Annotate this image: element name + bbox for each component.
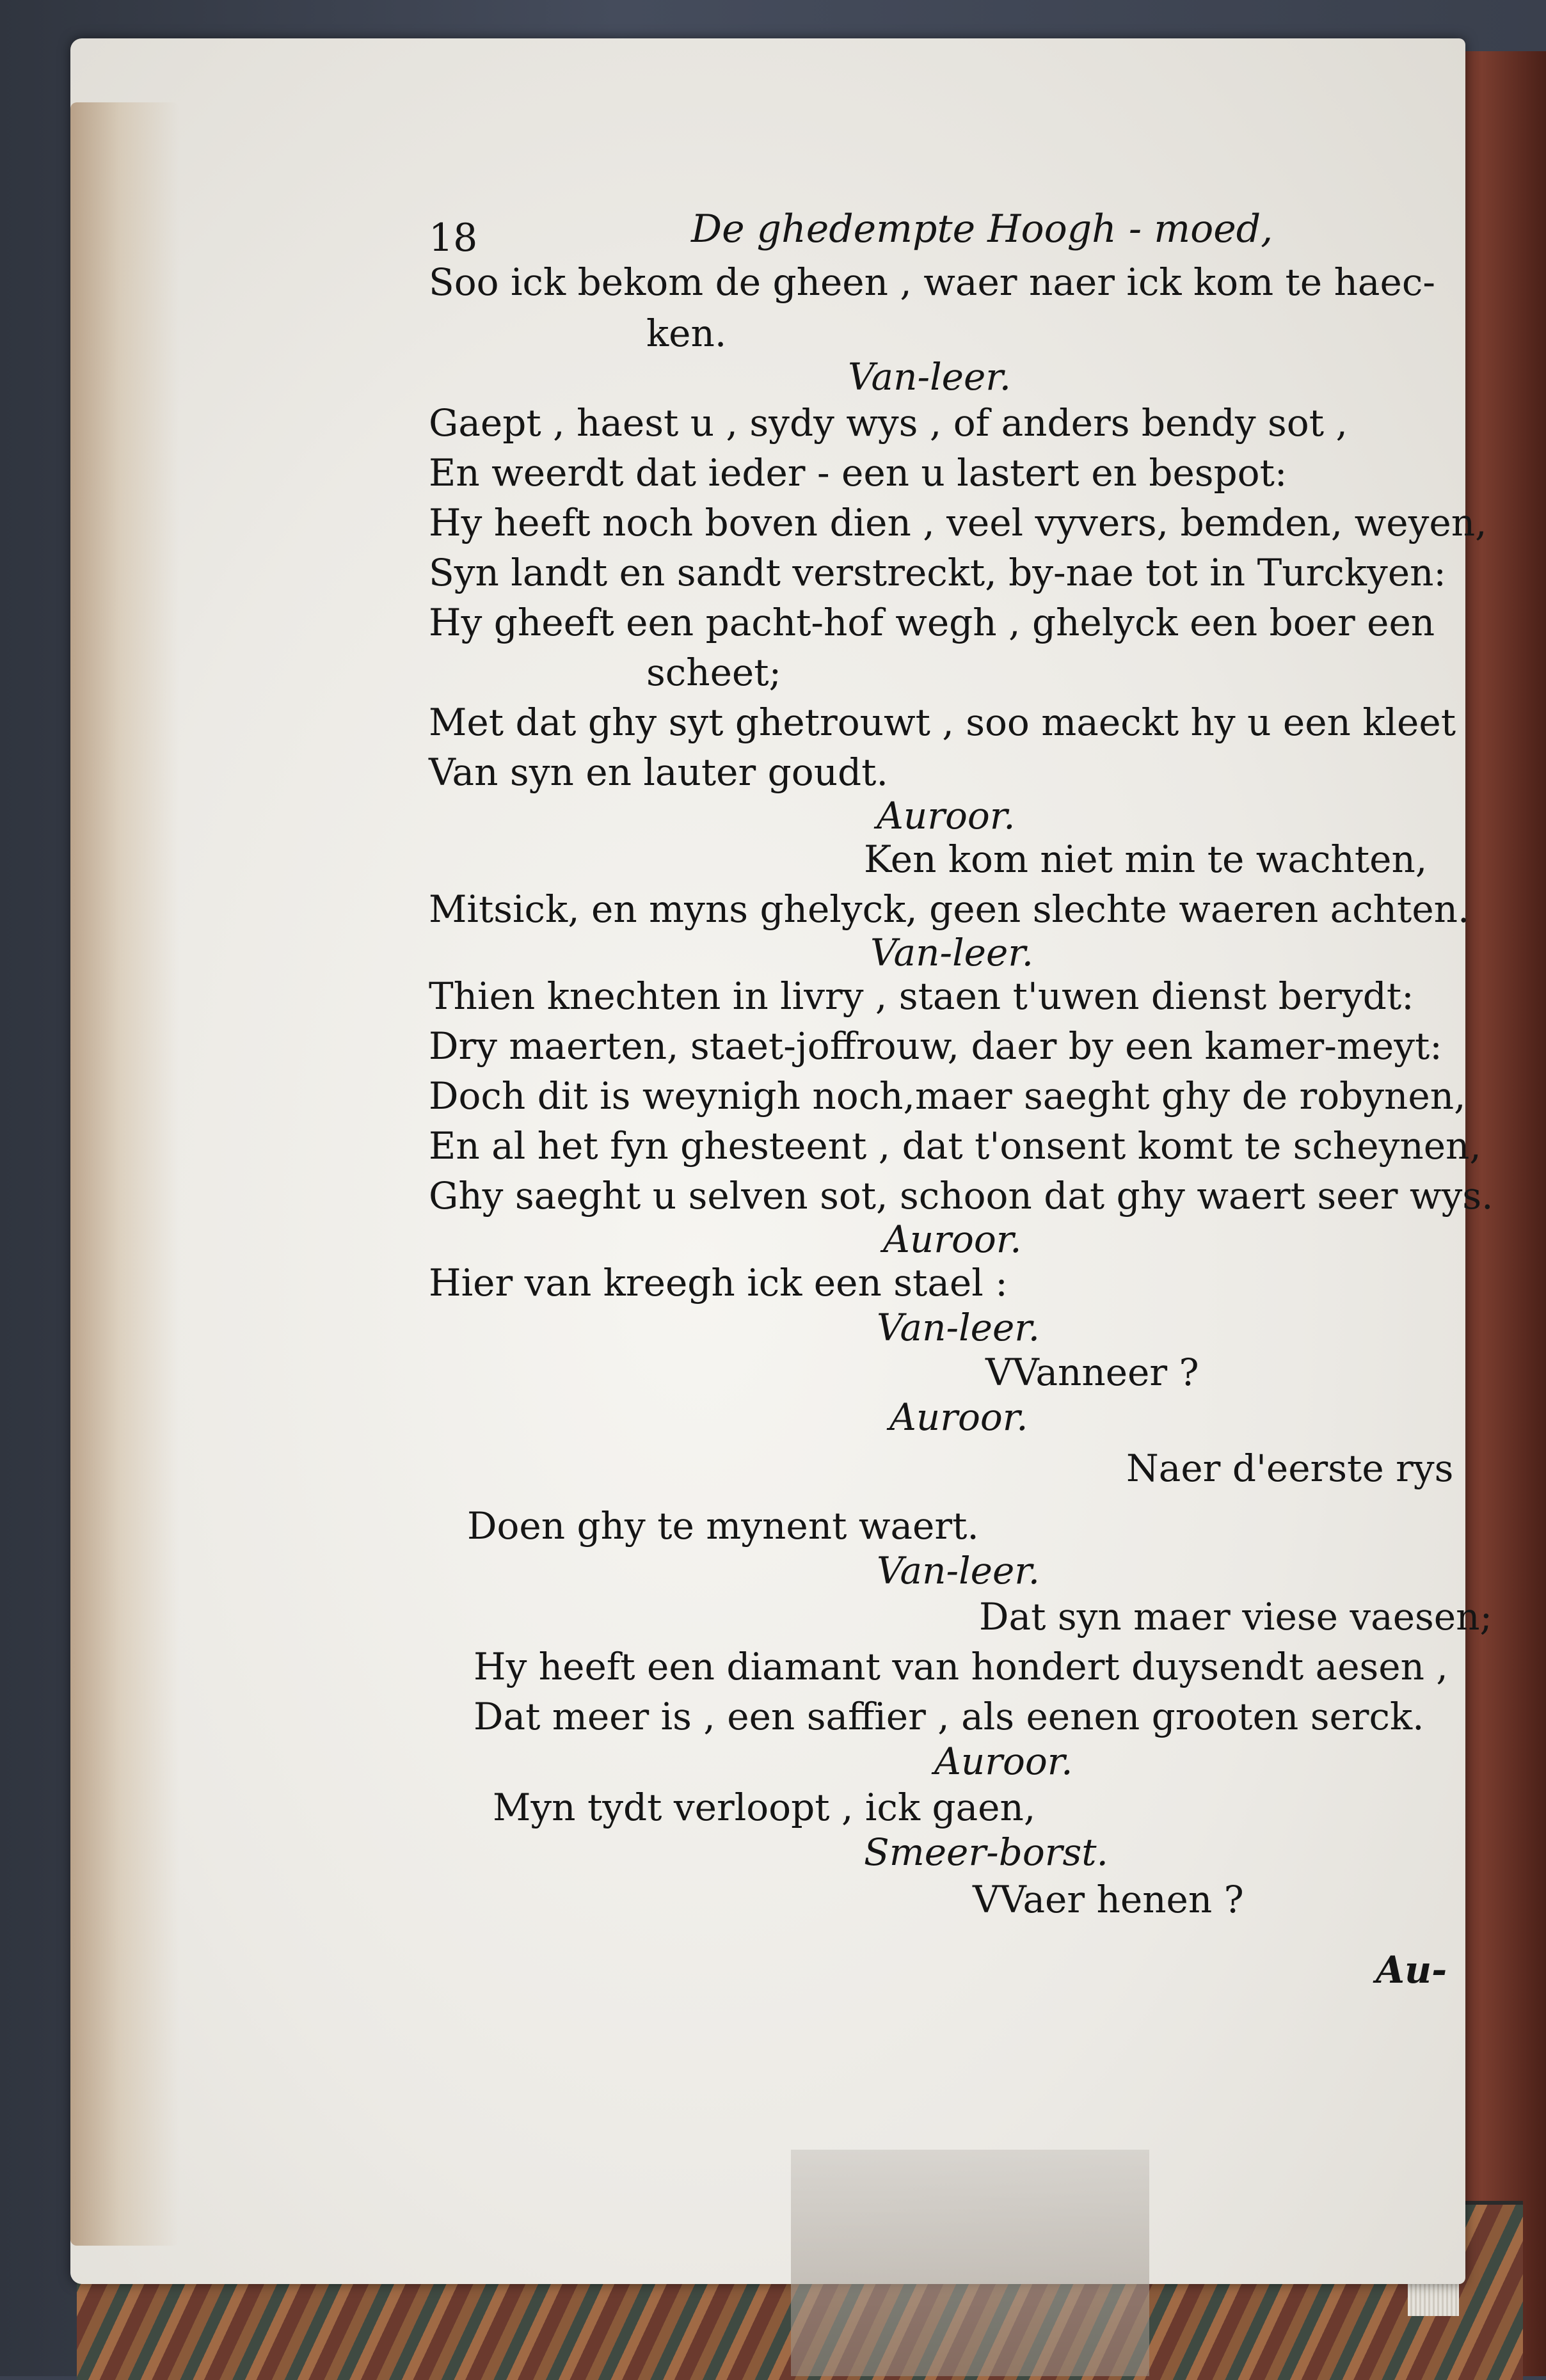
verse-line: Ghy saeght u selven sot, schoon dat ghy waert seer wys. [429, 1174, 1494, 1218]
page-number: 18 [429, 216, 478, 260]
speaker-label: Smeer-borst. [864, 1830, 1108, 1874]
verse-line: Doen ghy te mynent waert. [467, 1504, 979, 1548]
verse-line: Hy heeft noch boven dien , veel vyvers, bemden, weyen, [429, 501, 1487, 544]
speaker-label: Van-leer. [877, 1306, 1040, 1349]
crop-overlay-right [970, 2150, 1149, 2376]
speaker-label: Van-leer. [877, 1549, 1040, 1592]
verse-line: ken. [646, 312, 727, 355]
verse-line: Myn tydt verloopt , ick gaen, [493, 1786, 1036, 1829]
verse-line: VVaer henen ? [973, 1878, 1244, 1921]
verse-line: Dat syn maer viese vaesen; [979, 1595, 1493, 1638]
verse-line: VVanneer ? [985, 1351, 1199, 1394]
crop-overlay-left [791, 2150, 970, 2376]
verse-line: Ken kom niet min te wachten, [864, 837, 1428, 881]
verse-line: Dat meer is , een saffier , als eenen grooten serck. [474, 1695, 1424, 1738]
verse-line: En weerdt dat ieder - een u lastert en bespot: [429, 451, 1287, 495]
page-edge-stain [70, 102, 179, 2246]
speaker-label: Auroor. [889, 1395, 1028, 1439]
verse-line: Naer d'eerste rys [1126, 1447, 1454, 1490]
running-head: De ghedempte Hoogh - moed, [691, 207, 1273, 251]
verse-line: Syn landt en sandt verstreckt, by-nae tot in Turckyen: [429, 551, 1446, 594]
speaker-label: Auroor. [877, 794, 1016, 837]
verse-line: Dry maerten, staet-joffrouw, daer by een kamer-meyt: [429, 1024, 1442, 1068]
verse-line: Thien knechten in livry , staen t'uwen dienst berydt: [429, 974, 1414, 1018]
verse-line: Soo ick bekom de gheen , waer naer ick kom te haec- [429, 260, 1435, 304]
verse-line: Doch dit is weynigh noch,maer saeght ghy de robynen, [429, 1074, 1466, 1118]
verse-line: Met dat ghy syt ghetrouwt , soo maeckt hy u een kleet [429, 701, 1456, 744]
verse-line: Van syn en lauter goudt. [429, 750, 888, 794]
speaker-label: Van-leer. [848, 355, 1012, 399]
verse-line: En al het fyn ghesteent , dat t'onsent komt te scheynen, [429, 1124, 1481, 1168]
verse-line: Gaept , haest u , sydy wys , of anders bendy sot , [429, 401, 1348, 445]
page-text [422, 205, 1494, 1996]
verse-line: Mitsick, en myns ghelyck, geen slechte waeren achten. [429, 887, 1470, 931]
verse-line: scheet; [646, 651, 782, 694]
speaker-label: Van-leer. [870, 931, 1034, 974]
verse-line: Hy heeft een diamant van hondert duysendt aesen , [474, 1645, 1448, 1688]
catchword: Au- [1376, 1948, 1447, 1992]
verse-line: Hier van kreegh ick een stael : [429, 1261, 1008, 1305]
verse-line: Hy gheeft een pacht-hof wegh , ghelyck een boer een [429, 601, 1435, 644]
speaker-label: Auroor. [883, 1218, 1022, 1261]
speaker-label: Auroor. [934, 1740, 1073, 1783]
